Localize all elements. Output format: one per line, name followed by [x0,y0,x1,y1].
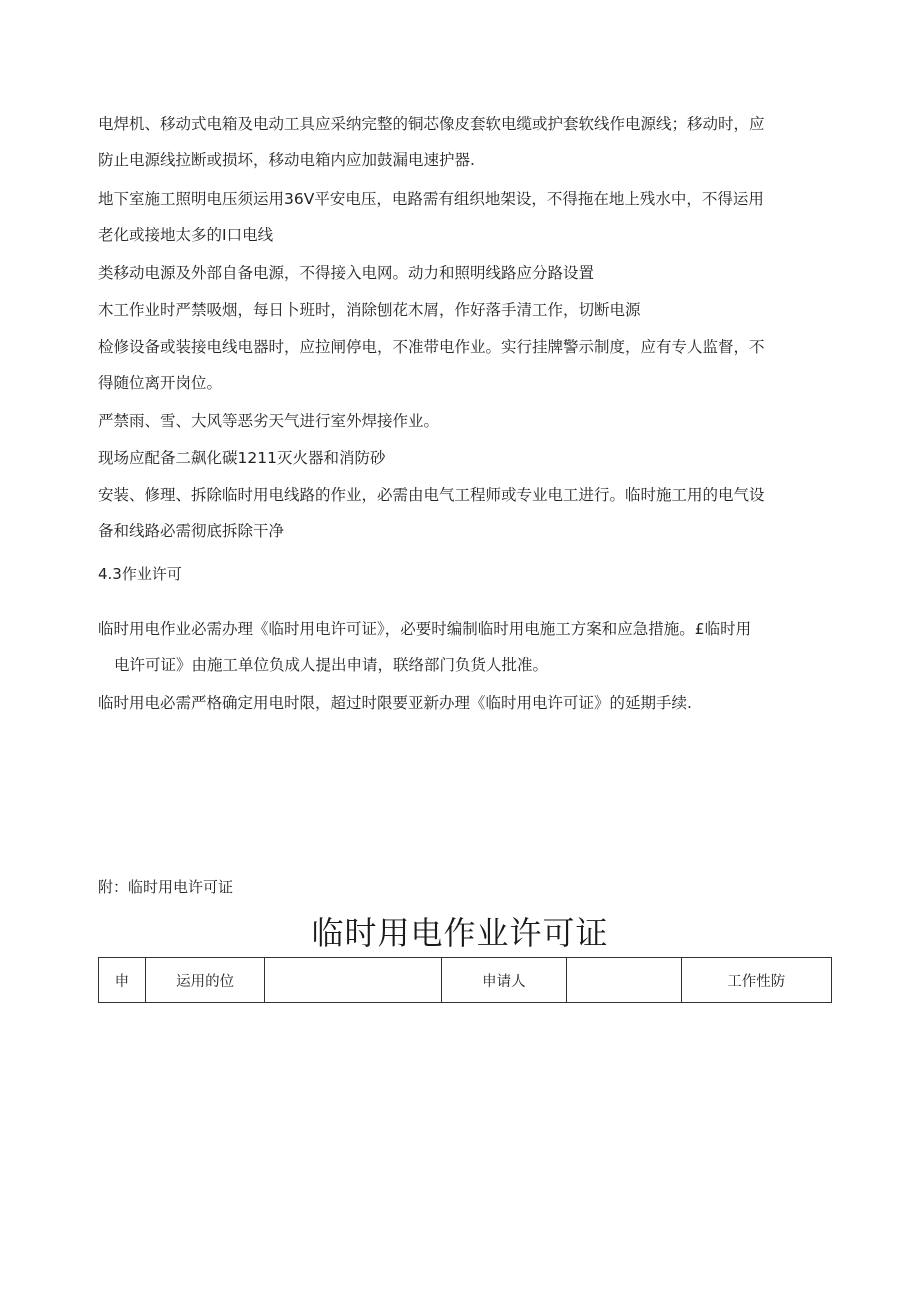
text-line: 临时用电必需严格确定用电时限，超过时限要亚新办理《临时用电许可证》的延期手续. [98,694,692,712]
paragraph-permit-duration [98,685,833,721]
section-heading: 4.3作业许可 [98,565,182,583]
table-row [99,958,832,1003]
table-cell-empty [265,958,441,1003]
form-title: 临时用电作业许可证 [311,914,609,952]
text-line: 电焊机、移动式电箱及电动工具应采纳完整的铜芯像皮套软电缆或护套软线作电源线；移动时，应 [98,115,765,133]
appendix-label: 附：临时用电许可证 [98,878,234,896]
text-line: 防止电源线拉断或损坏，移动电箱内应加鼓漏电速护器. [98,151,475,169]
text-line: 备和线路必需彻底拆除干净 [98,522,285,540]
text-line: 老化或接地太多的I口电线 [98,226,274,244]
text-line: 安装、修理、拆除临时用电线路的作业，必需由电气工程师或专业电工进行。临时施工用的电气设 [98,486,765,504]
text-line: 严禁雨、雪、大风等恶劣天气进行室外焊接作业。 [98,412,440,430]
text-line: 木工作业时严禁吸烟，每日卜班时，消除刨花木屑，作好落手清工作，切断电源 [98,301,641,319]
text-line: 现场应配备二飙化碳1211灭火器和消防砂 [98,449,386,467]
permit-form-table [98,957,832,1003]
paragraph-carpentry [98,292,833,328]
table-cell: 运用的位 [145,958,265,1003]
paragraph-extinguisher [98,440,833,476]
text-line: 类移动电源及外部自备电源，不得接入电网。动力和照明线路应分路设置 [98,264,595,282]
paragraph-installation [98,477,833,549]
table-cell: 申请人 [441,958,567,1003]
text-line: 检修设备或装接电线电器时，应拉闸停电，不准带电作业。实行挂牌警示制度，应有专人监督，不 [98,338,765,356]
paragraph-power-cable [98,106,833,178]
text-line: 电许可证》由施工单位负成人提出申请，联络部门负货人批准。 [114,656,549,674]
paragraph-maintenance [98,329,833,401]
paragraph-permit-application [98,611,833,683]
text-line: 地下室施工照明电压须运用36V平安电压，电路需有组织地架设，不得拖在地上残水中，不得运用 [98,190,764,208]
table-cell-empty [567,958,681,1003]
paragraph-mobile-power [98,255,833,291]
table-cell: 工作性防 [681,958,831,1003]
table-cell: 申 [99,958,146,1003]
paragraph-basement-lighting [98,181,833,253]
text-line: 临时用电作业必需办理《临时用电许可证》，必要时编制临时用电施工方案和应急措施。£临时用 [98,620,752,638]
paragraph-weather [98,403,833,439]
text-line: 得随位离开岗位。 [98,374,223,392]
